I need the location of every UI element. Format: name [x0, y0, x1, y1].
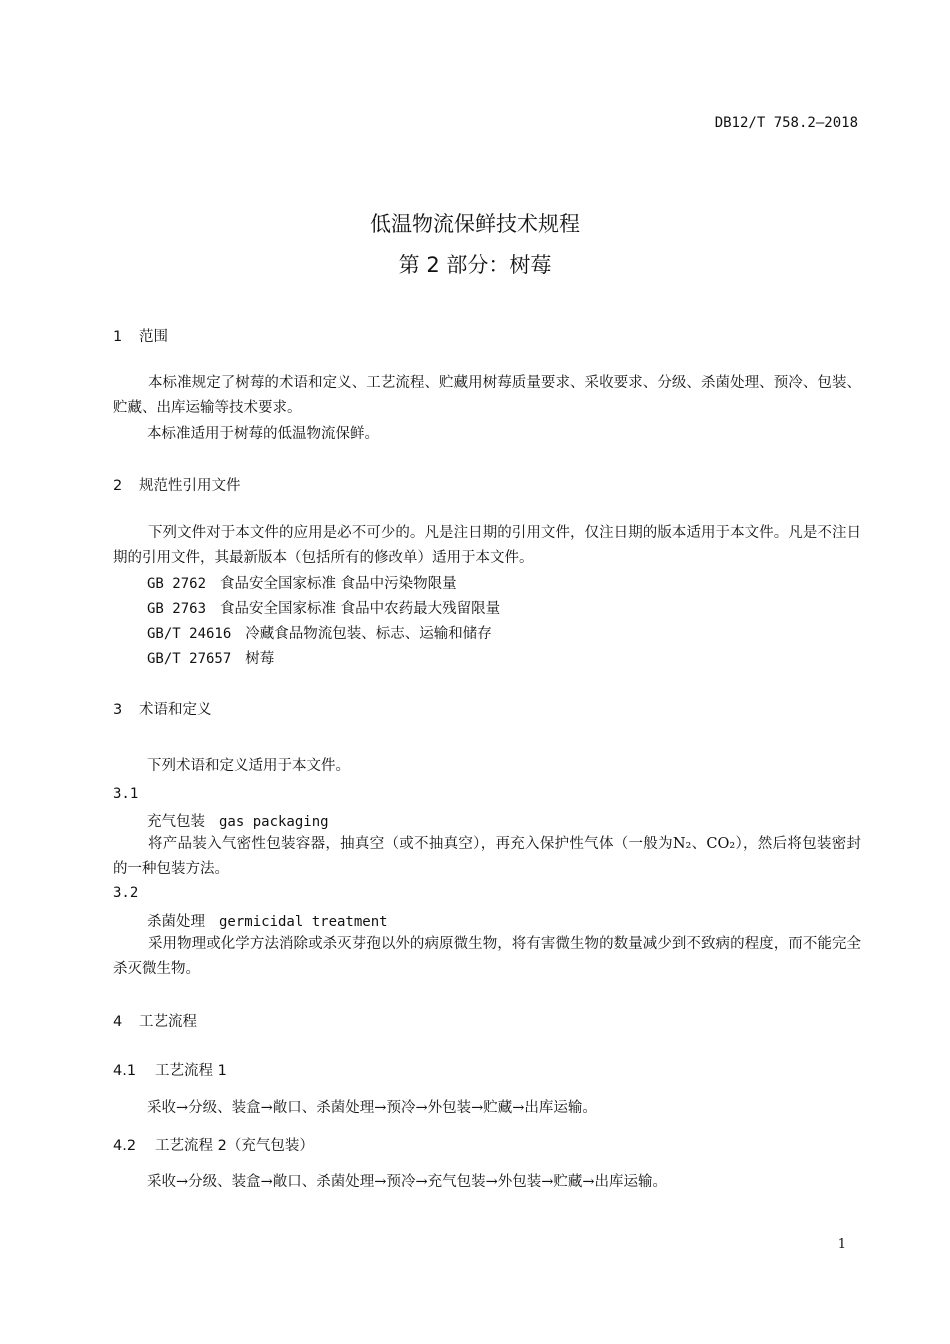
term-definition: 将产品装入气密性包装容器，抽真空（或不抽真空），再充入保护性气体（一般为N₂、CO₂），然后将包装密封的一种包装方法。 — [113, 836, 861, 877]
term-entry — [147, 810, 329, 831]
page-number: 1 — [837, 1237, 846, 1252]
document-subtitle: 第 2 部分：树莓 — [398, 253, 552, 277]
term-chinese: 杀菌处理 — [147, 914, 205, 930]
terms-intro: 下列术语和定义适用于本文件。 — [147, 758, 350, 774]
section-1-heading — [113, 325, 168, 346]
reference-item — [147, 622, 492, 643]
term-entry — [147, 910, 388, 931]
document-id: DB12/T 758.2—2018 — [714, 115, 858, 131]
scope-applicability: 本标准适用于树莓的低温物流保鲜。 — [147, 426, 379, 442]
process-flow-1: 采收→分级、装盒→敞口、杀菌处理→预冷→外包装→贮藏→出库运输。 — [147, 1100, 597, 1116]
section-2-heading — [113, 474, 241, 495]
process-flow-2: 采收→分级、装盒→敞口、杀菌处理→预冷→充气包装→外包装→贮藏→出库运输。 — [147, 1174, 668, 1190]
reference-code: GB 2763 — [147, 601, 207, 617]
section-title: 工艺流程 — [139, 1014, 197, 1030]
reference-item — [147, 597, 500, 618]
subsection-4-2-heading — [113, 1134, 314, 1155]
reference-code: GB/T 27657 — [147, 651, 232, 667]
section-4-heading — [113, 1010, 197, 1031]
section-3-heading — [113, 698, 212, 719]
section-title: 术语和定义 — [139, 702, 212, 718]
section-number: 4 — [113, 1014, 123, 1030]
reference-item — [147, 647, 274, 668]
section-number: 3 — [113, 702, 123, 718]
subsection-number: 4.2 — [113, 1138, 137, 1154]
document-title: 低温物流保鲜技术规程 — [370, 212, 580, 236]
reference-title: 食品安全国家标准 食品中污染物限量 — [220, 576, 457, 592]
reference-title: 冷藏食品物流包装、标志、运输和储存 — [245, 626, 492, 642]
term-number: 3.1 — [113, 786, 139, 802]
subsection-title: 工艺流程 1 — [155, 1063, 227, 1079]
scope-paragraph: 本标准规定了树莓的术语和定义、工艺流程、贮藏用树莓质量要求、采收要求、分级、杀菌处理、预冷、包装、贮藏、出库运输等技术要求。 — [113, 375, 861, 416]
subsection-4-1-heading — [113, 1059, 227, 1080]
section-number: 1 — [113, 329, 123, 345]
reference-code: GB 2762 — [147, 576, 207, 592]
term-chinese: 充气包装 — [147, 814, 205, 830]
subsection-title: 工艺流程 2（充气包装） — [155, 1138, 314, 1154]
term-english: gas packaging — [219, 814, 329, 830]
section-title: 规范性引用文件 — [139, 478, 241, 494]
term-number: 3.2 — [113, 885, 139, 901]
subsection-number: 4.1 — [113, 1063, 137, 1079]
term-english: germicidal treatment — [219, 914, 388, 930]
reference-title: 树莓 — [245, 651, 275, 667]
reference-item — [147, 572, 457, 593]
normative-references-intro: 下列文件对于本文件的应用是必不可少的。凡是注日期的引用文件，仅注日期的版本适用于本文件。凡是不注日期的引用文件，其最新版本（包括所有的修改单）适用于本文件。 — [113, 525, 861, 566]
term-definition: 采用物理或化学方法消除或杀灭芽孢以外的病原微生物，将有害微生物的数量减少到不致病的程度，而不能完全杀灭微生物。 — [113, 936, 861, 977]
reference-code: GB/T 24616 — [147, 626, 232, 642]
reference-title: 食品安全国家标准 食品中农药最大残留限量 — [220, 601, 501, 617]
section-title: 范围 — [139, 329, 168, 345]
section-number: 2 — [113, 478, 123, 494]
